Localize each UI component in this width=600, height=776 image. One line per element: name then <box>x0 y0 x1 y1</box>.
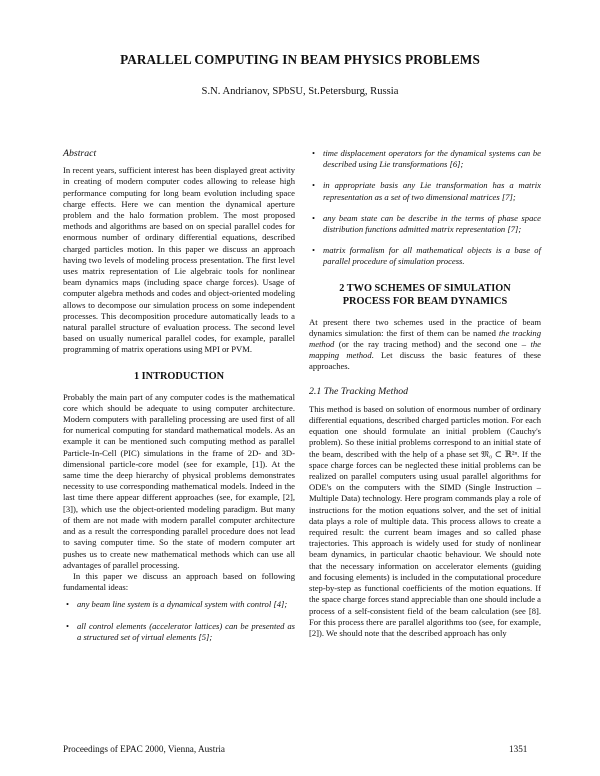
bullet-item: • matrix formalism for all mathematical objects is a base of parallel procedure of simulation process. <box>312 245 541 267</box>
subsection-2-1-heading: 2.1 The Tracking Method <box>309 385 409 397</box>
bullet-icon: • <box>66 620 70 631</box>
tracking-method-paragraph: This method is based on solution of enormous number of ordinary differential equations, described charged particles motion. For each equation one should formulate an initial problem (Cauchy's problem). So these initial problems correspond to an initial state of the beam, described with the help of a phase set 𝔐₀ ⊂ ℝ²ⁿ. If the space charge forces can be neglected these initial problems can be realized on parallel computers using usual parallel algorithms for ODE's on the computers with the SIMD (Single Instruction – Multiple Data) technology. Here program commands play a role of instructions for the motion equations solver, and the set of initial data plays a role of multiple data. This process allows to create a required result: the current beam images and so called phase trajectories. This approach is widely used for study of nonlinear beam dynamics, in particular chaotic behaviour. We should note that the necessary information on accelerator elements (guiding and focusing elements) is included in the computational procedure step-by-step as functional coefficients of the motion equations. If the space charge forces stand appreciable than one should include a process of a self-consistent field of the beam calculation (see [8]. For this process there are parallel algorithms too (see, for example, [2]). We should note that the described approach has only <box>309 403 542 638</box>
bullet-item: • time displacement operators for the dynamical systems can be described using Lie transformations [6]; <box>312 148 541 170</box>
footer-proceedings: Proceedings of EPAC 2000, Vienna, Austria <box>63 744 226 754</box>
bullet-icon: • <box>312 180 316 191</box>
paper-authors: S.N. Andrianov, SPbSU, St.Petersburg, Russia <box>201 86 399 97</box>
footer-page-number: 1351 <box>509 744 528 754</box>
bullet-icon: • <box>312 212 316 223</box>
bullet-item: • any beam line system is a dynamical system with control [4]; <box>66 599 288 610</box>
bullet-icon: • <box>312 148 316 158</box>
section-2-paragraph: At present there two schemes used in the practice of beam dynamics simulation: the first of them can be named the tracking method (or the ray tracing method) and the second one – the mapping method. Let discuss the basic features of these approaches. <box>309 316 542 372</box>
intro-paragraph-1: Probably the main part of any computer codes is the mathematical core which should be adequate to using computer architecture. Modern computers with paralleling processing are used first of all for numerical computing for standard mathematical models. As an example it can be mentioned such computing method as parallel Particle-In-Cell (PIC) simulations in the frame of 2D- and 3D-dimensional particle-core model (see for example, [1]). At the same time the deep hierarchy of physical problems demonstrates necessity to use corresponding mathematical models. Indeed in the last time there appear different approaches (see, for example, [2], [3]), which use the object-oriented modeling paradigm. But many of them are not made with modern parallel computer architecture and as a result the corresponding parallel procedure does not lead to saving computer time. So the state of modern computer art pushes us to create new mathematical methods which can use all advantages of parallel processing. <box>63 391 295 570</box>
bullet-icon: • <box>66 599 70 610</box>
abstract-text: In recent years, sufficient interest has been displayed great activity in creating of modern computer codes allowing to release high performance computing for long beam evolution including space charge effects. Here we can mention the dynamical aperture problem and the halo formation problem. The most proposed methods and algorithms are based on on special parallel codes for enormous number of ordinary differential equations, described charged particles motion. In this paper we discuss an approach having two levels of modeling process presentation. The first level uses matrix representation of Lie algebraic tools for nonlinear beam dynamics maps (including space charge forces). Usage of computer algebra methods and codes and object-oriented modeling allows to decompose our simulation process on some independent processes. This decomposition procedure automatically leads to a natural parallel structure of evaluation process. The second level based on usually numerical parallel codes, for example, parallel programming of matrix operations using MPI or PVM. <box>63 165 295 355</box>
intro-bullet-list <box>63 599 295 643</box>
section-1-heading: 1 INTRODUCTION <box>133 370 225 382</box>
bullet-icon: • <box>312 245 316 256</box>
section-2-heading: 2 TWO SCHEMES OF SIMULATION PROCESS FOR BEAM DYNAMICS <box>339 282 511 307</box>
bullet-item: • any beam state can be describe in the terms of phase space distribution functions admitted matrix representation [7]; <box>312 212 541 235</box>
bullet-item: • in appropriate basis any Lie transformation has a matrix representation as a set of two dimensional matrices [7]; <box>312 180 541 202</box>
ideas-bullet-list <box>309 148 541 268</box>
abstract-heading: Abstract <box>63 148 97 159</box>
paper-title: PARALLEL COMPUTING IN BEAM PHYSICS PROBLEMS <box>120 52 480 67</box>
bullet-item: • all control elements (accelerator lattices) can be presented as a structured set of virtual elements [5]; <box>66 620 295 642</box>
right-column <box>309 148 541 639</box>
phase-set-math: 𝔐₀ ⊂ ℝ²ⁿ <box>481 448 518 459</box>
left-column <box>63 148 295 653</box>
intro-paragraph-2: In this paper we discuss an approach based on following fundamental ideas: <box>63 570 295 593</box>
